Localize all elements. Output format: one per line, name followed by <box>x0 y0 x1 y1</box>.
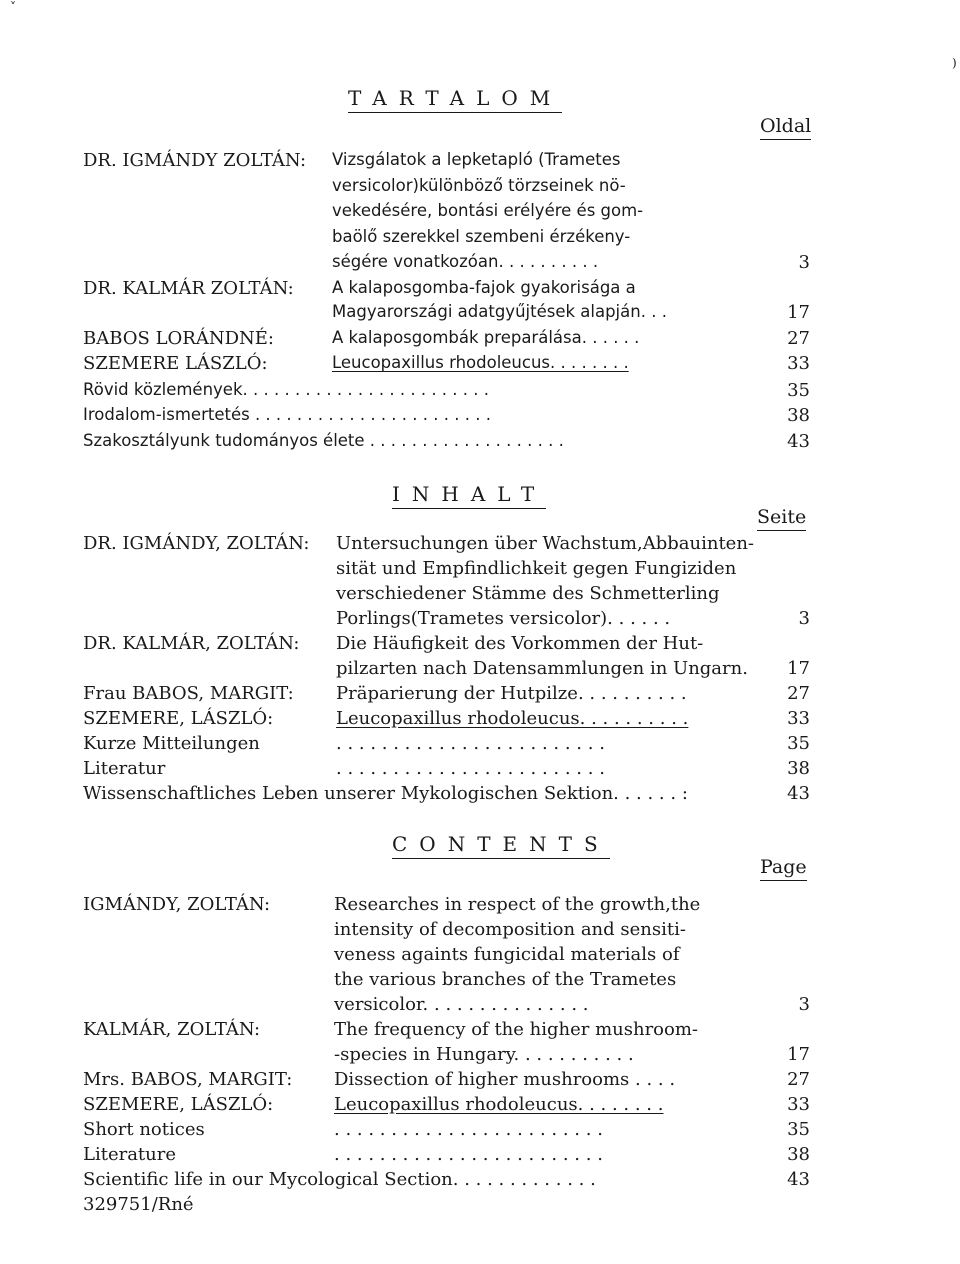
entry-title-line: veness againts fungicidal materials of <box>334 944 680 965</box>
footer-code: 329751/Rné <box>83 1194 194 1215</box>
entry-title-line: versicolor)különböző törzseinek nö- <box>332 176 626 195</box>
entry-page: 43 <box>787 431 810 452</box>
entry-author: IGMÁNDY, ZOLTÁN: <box>83 894 271 915</box>
entry-leader: . . . . . . . . . . . . . . . . . . . . . . . . <box>334 1119 603 1140</box>
entry-title-line: Dissection of higher mushrooms . . . . <box>334 1069 676 1090</box>
entry-page: 3 <box>798 252 810 273</box>
entry-author: BABOS LORÁNDNÉ: <box>83 328 274 349</box>
species-name: Leucopaxillus rhodoleucus. . . . . . . . <box>332 353 629 372</box>
inhalt-column-label: Seite <box>757 506 806 531</box>
entry-title-line <box>334 1094 663 1115</box>
contents-title: CONTENTS <box>392 832 610 859</box>
entry-page: 33 <box>787 708 810 729</box>
entry-title-line <box>332 353 629 372</box>
entry-title-line: verschiedener Stämme des Schmetterling <box>336 583 720 604</box>
entry-page: 3 <box>798 994 810 1015</box>
entry-heading: Kurze Mitteilungen <box>83 733 260 754</box>
entry-page: 35 <box>787 1119 810 1140</box>
tartalom-column-label: Oldal <box>760 115 811 140</box>
entry-leader: . . . . . . . . . . . . . . . . . . . . . . . . <box>334 1144 603 1165</box>
entry-title-line: the various branches of the Trametes <box>334 969 677 990</box>
entry-heading: Wissenschaftliches Leben unserer Mykologischen Sektion. . . . . . : <box>83 783 688 804</box>
entry-page: 43 <box>787 1169 810 1190</box>
entry-page: 17 <box>787 302 810 323</box>
entry-title-line: sität und Empfindlichkeit gegen Fungiziden <box>336 558 737 579</box>
entry-author: Frau BABOS, MARGIT: <box>83 683 294 704</box>
entry-page: 17 <box>787 658 810 679</box>
entry-leader: . . . . . . . . . . . . . . . . . . . . . . . . <box>336 758 605 779</box>
entry-heading: Literature <box>83 1144 177 1165</box>
entry-title-line: -species in Hungary. . . . . . . . . . . <box>334 1044 634 1065</box>
entry-title-line: Porlings(Trametes versicolor). . . . . . <box>336 608 671 629</box>
species-name: Leucopaxillus rhodoleucus. . . . . . . . . . <box>336 708 689 729</box>
entry-title-line: A kalaposgomba-fajok gyakorisága a <box>332 278 636 297</box>
entry-page: 27 <box>787 1069 810 1090</box>
entry-author: SZEMERE LÁSZLÓ: <box>83 353 268 374</box>
entry-page: 38 <box>787 405 810 426</box>
species-name: Leucopaxillus rhodoleucus. . . . . . . . <box>334 1094 664 1115</box>
entry-heading: Short notices <box>83 1119 205 1140</box>
entry-title-line: versicolor. . . . . . . . . . . . . . . <box>334 994 589 1015</box>
tartalom-title: TARTALOM <box>348 86 562 113</box>
inhalt-title: INHALT <box>392 482 546 509</box>
entry-title-line: Vizsgálatok a lepketapló (Trametes <box>332 150 621 169</box>
entry-author: DR. KALMÁR, ZOLTÁN: <box>83 633 300 654</box>
toc-entry <box>0 150 960 176</box>
entry-title-line: baölő szerekkel szembeni érzékeny- <box>332 227 631 246</box>
entry-page: 33 <box>787 1094 810 1115</box>
entry-title-line: Researches in respect of the growth,the <box>334 894 701 915</box>
entry-page: 17 <box>787 1044 810 1065</box>
entry-author: SZEMERE, LÁSZLÓ: <box>83 708 274 729</box>
entry-title-line: Untersuchungen über Wachstum,Abbauinten- <box>336 533 754 554</box>
entry-page: 33 <box>787 353 810 374</box>
entry-title-line: Die Häufigkeit des Vorkommen der Hut- <box>336 633 704 654</box>
entry-page: 35 <box>787 733 810 754</box>
entry-title-line: A kalaposgombák preparálása. . . . . . <box>332 328 640 347</box>
entry-heading: Literatur <box>83 758 166 779</box>
entry-leader: . . . . . . . . . . . . . . . . . . . . . . . . <box>336 733 605 754</box>
entry-author: Mrs. BABOS, MARGIT: <box>83 1069 293 1090</box>
entry-page: 38 <box>787 1144 810 1165</box>
entry-title-line: pilzarten nach Datensammlungen in Ungarn. <box>336 658 748 679</box>
entry-title-line: intensity of decomposition and sensiti- <box>334 919 686 940</box>
entry-page: 38 <box>787 758 810 779</box>
entry-title-line: ségére vonatkozóan. . . . . . . . . . <box>332 252 599 271</box>
entry-heading: Irodalom-ismertetés . . . . . . . . . . . . . . . . . . . . . . . <box>83 405 491 424</box>
entry-title-line: Präparierung der Hutpilze. . . . . . . . . . <box>336 683 687 704</box>
entry-heading: Szakosztályunk tudományos élete . . . . . . . . . . . . . . . . . . . <box>83 431 564 450</box>
entry-page: 43 <box>787 783 810 804</box>
entry-title-line: The frequency of the higher mushroom- <box>334 1019 699 1040</box>
entry-page: 27 <box>787 683 810 704</box>
entry-page: 35 <box>787 380 810 401</box>
entry-title-line <box>336 708 688 729</box>
entry-author: SZEMERE, LÁSZLÓ: <box>83 1094 274 1115</box>
entry-heading: Rövid közlemények. . . . . . . . . . . . . . . . . . . . . . . . <box>83 380 490 399</box>
entry-heading: Scientific life in our Mycological Section. . . . . . . . . . . . . <box>83 1169 596 1190</box>
entry-author: DR. KALMÁR ZOLTÁN: <box>83 278 294 299</box>
entry-author: DR. IGMÁNDY ZOLTÁN: <box>83 150 307 171</box>
corner-mark-right: ) <box>952 56 957 70</box>
entry-page: 27 <box>787 328 810 349</box>
entry-author: KALMÁR, ZOLTÁN: <box>83 1019 261 1040</box>
entry-page: 3 <box>798 608 810 629</box>
entry-title-line: vekedésére, bontási erélyére és gom- <box>332 201 644 220</box>
contents-column-label: Page <box>760 856 807 881</box>
corner-mark-left: ˅ <box>10 0 16 14</box>
entry-author: DR. IGMÁNDY, ZOLTÁN: <box>83 533 310 554</box>
entry-title-line: Magyarországi adatgyűjtések alapján. . . <box>332 302 667 321</box>
